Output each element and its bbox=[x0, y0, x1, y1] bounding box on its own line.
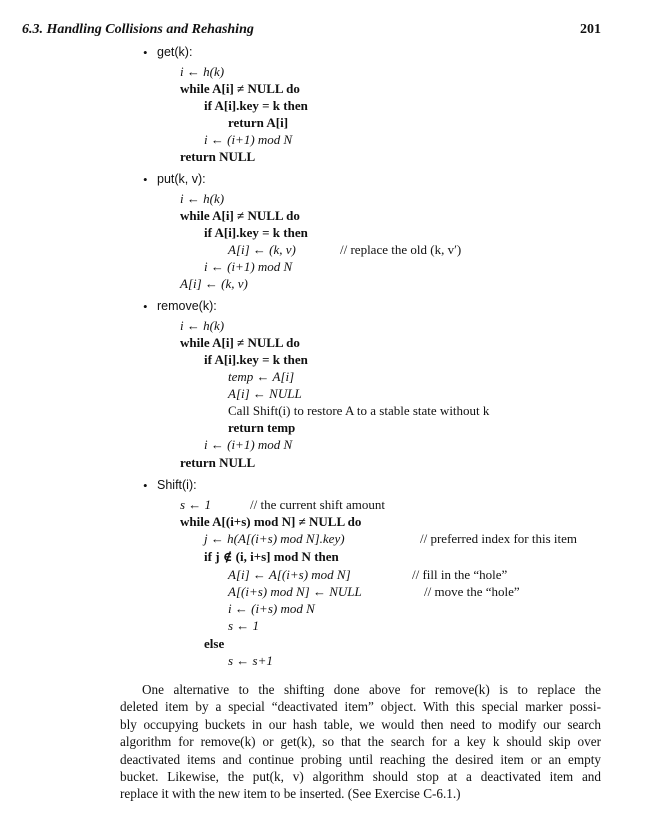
code-line: i ← (i+1) mod N bbox=[204, 132, 293, 147]
code-line: else bbox=[204, 636, 225, 651]
algorithm-signature: remove(k): bbox=[157, 299, 217, 313]
algorithm-signature: get(k): bbox=[157, 45, 193, 59]
code-line: return NULL bbox=[180, 149, 256, 164]
code-line: if A[i].key = k then bbox=[204, 352, 308, 367]
paragraph-line: deleted item by a special “deactivated item” object. With this special marker possi- bbox=[120, 699, 601, 715]
code-line: while A[i] ≠ NULL do bbox=[180, 208, 300, 223]
algorithm-signature: Shift(i): bbox=[157, 478, 197, 492]
code-line: i ← h(k) bbox=[180, 64, 225, 79]
code-comment: // move the “hole” bbox=[424, 584, 520, 599]
section-title: 6.3. Handling Collisions and Rehashing bbox=[22, 22, 254, 37]
algorithm-signature: put(k, v): bbox=[157, 172, 206, 186]
paragraph-line: bly occupying buckets in our hash table, we would then need to modify our search bbox=[120, 716, 601, 732]
code-line: temp ← A[i] bbox=[228, 369, 295, 384]
paragraph-line: algorithm for remove(k) or get(k), so that the search for a key k should skip over bbox=[120, 734, 601, 750]
code-line: i ← (i+s) mod N bbox=[228, 601, 315, 616]
bullet-icon: • bbox=[143, 299, 148, 314]
code-line: A[i] ← (k, v) bbox=[228, 242, 296, 257]
code-line: while A[(i+s) mod N] ≠ NULL do bbox=[180, 514, 362, 529]
code-line: s ← 1 bbox=[228, 618, 260, 633]
code-line: while A[i] ≠ NULL do bbox=[180, 335, 300, 350]
code-line: A[i] ← (k, v) bbox=[180, 276, 248, 291]
code-comment: // the current shift amount bbox=[250, 497, 386, 512]
page-number: 201 bbox=[580, 22, 601, 37]
code-line: if j ∉ (i, i+s] mod N then bbox=[204, 549, 339, 564]
code-line: s ← 1 bbox=[180, 497, 212, 512]
body-paragraph bbox=[120, 681, 601, 803]
code-line: A[(i+s) mod N] ← NULL bbox=[228, 584, 362, 599]
code-line: A[i] ← A[(i+s) mod N] bbox=[228, 567, 351, 582]
code-comment: // replace the old (k, v′) bbox=[340, 242, 462, 257]
code-line: A[i] ← NULL bbox=[228, 386, 302, 401]
bullet-icon: • bbox=[143, 478, 148, 493]
code-comment: // fill in the “hole” bbox=[412, 567, 508, 582]
paragraph-line: deactivated items and continue probing until reaching the desired item or an empty bbox=[120, 751, 601, 767]
code-line: i ← (i+1) mod N bbox=[204, 259, 293, 274]
code-line: s ← s+1 bbox=[228, 653, 273, 668]
code-line: Call Shift(i) to restore A to a stable state without k bbox=[228, 403, 490, 418]
code-line: return NULL bbox=[180, 455, 256, 470]
code-line: i ← h(k) bbox=[180, 191, 225, 206]
bullet-icon: • bbox=[143, 45, 148, 60]
code-line: i ← (i+1) mod N bbox=[204, 437, 293, 452]
code-line: i ← h(k) bbox=[180, 318, 225, 333]
code-line: while A[i] ≠ NULL do bbox=[180, 81, 300, 96]
code-line: j ← h(A[(i+s) mod N].key) bbox=[204, 531, 345, 546]
paragraph-line: bucket. Likewise, the put(k, v) algorithm should stop at a deactivated item and bbox=[120, 769, 601, 785]
bullet-icon: • bbox=[143, 172, 148, 187]
code-line: return temp bbox=[228, 420, 296, 435]
code-line: if A[i].key = k then bbox=[204, 225, 308, 240]
paragraph-line: One alternative to the shifting done above for remove(k) is to replace the bbox=[142, 682, 601, 697]
paragraph-line: replace it with the new item to be inserted. (See Exercise C-6.1.) bbox=[120, 786, 461, 802]
code-comment: // preferred index for this item bbox=[420, 531, 578, 546]
code-line: if A[i].key = k then bbox=[204, 98, 308, 113]
code-line: return A[i] bbox=[228, 115, 289, 130]
